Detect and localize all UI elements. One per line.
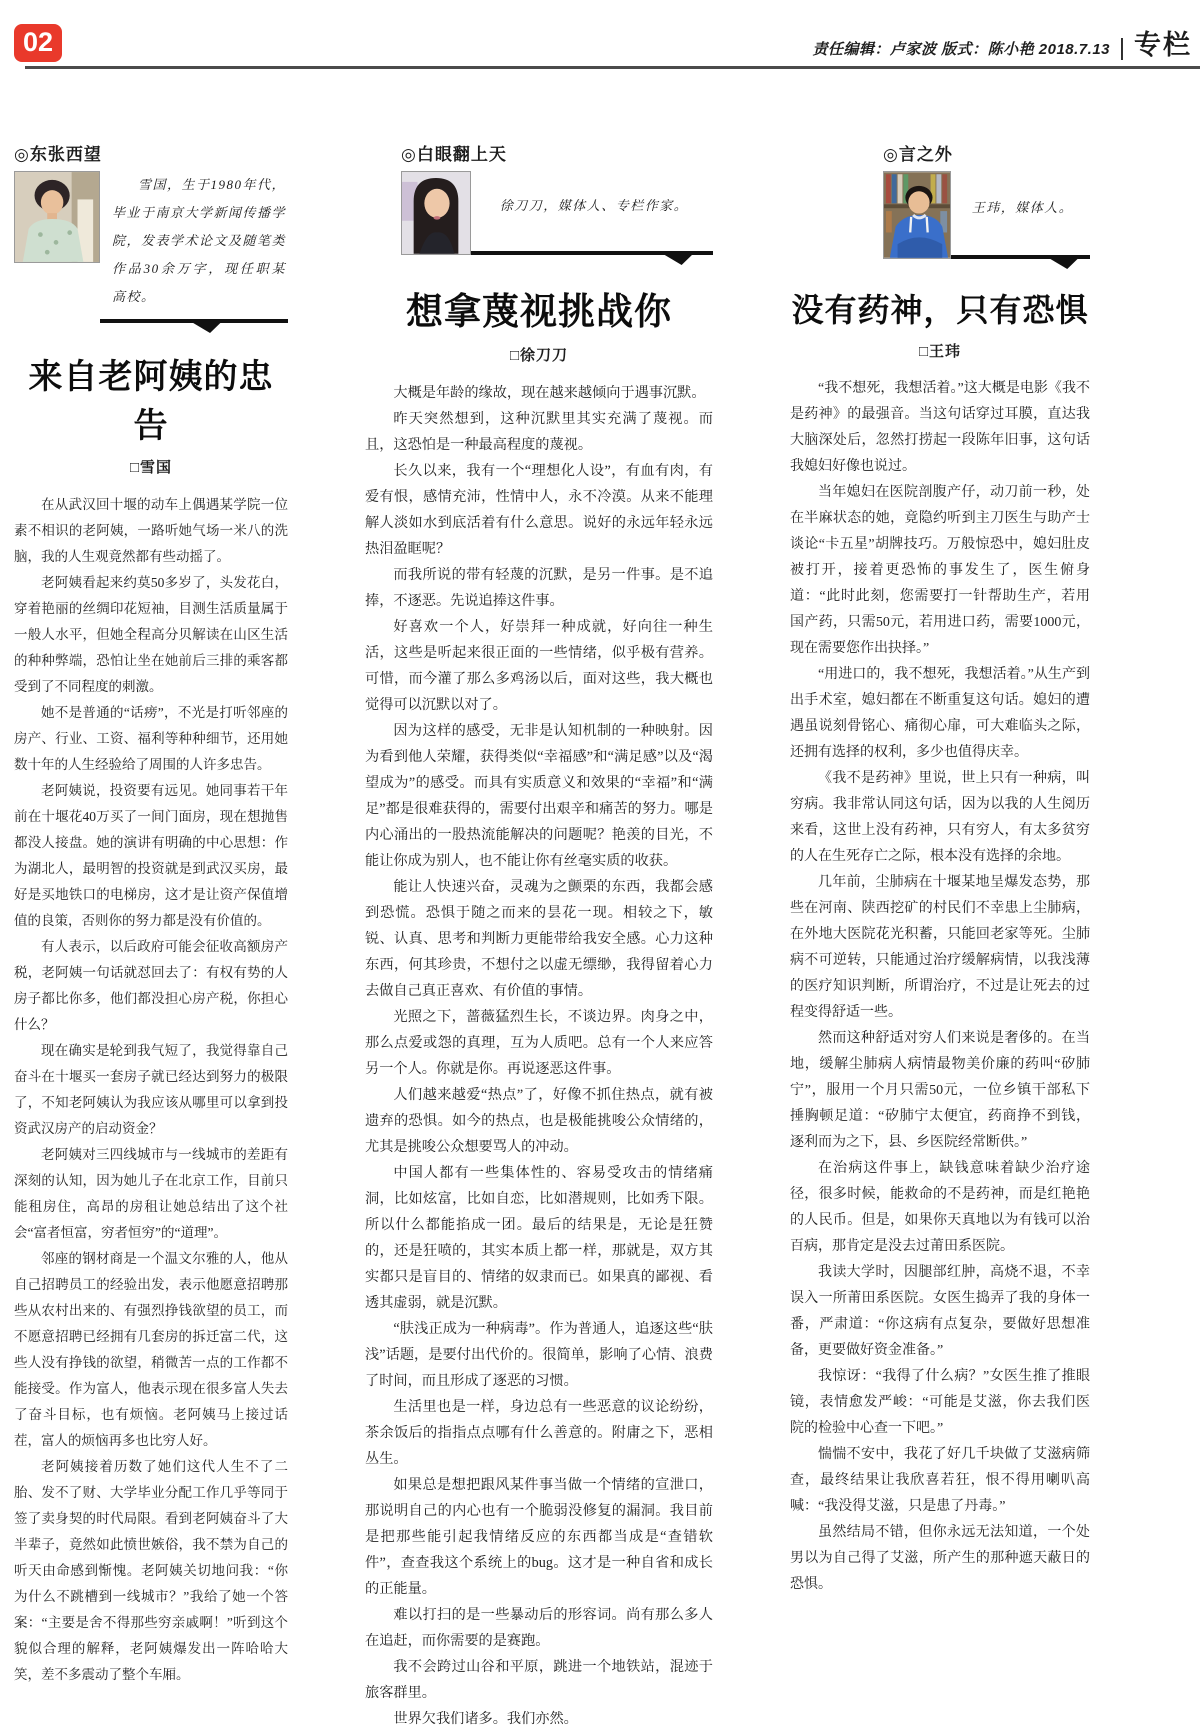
article-body xyxy=(790,376,1090,1598)
columns-container xyxy=(14,140,1090,1732)
body-paragraph: 好喜欢一个人，好崇拜一种成就，好向往一种生活，这些是听起来很正面的一些情绪，似乎极有营养。可惜，而今灌了那么多鸡汤以后，面对这些，我大概也觉得可以沉默以对了。 xyxy=(365,619,713,713)
article-author: □徐刀刀 xyxy=(509,347,569,364)
column-label: ◎言之外 xyxy=(883,145,953,164)
author-photo xyxy=(883,171,951,259)
author-bio: 王玮，媒体人。 xyxy=(971,200,1074,215)
body-paragraph: 老阿姨说，投资要有远见。她同事若干年前在十堰花40万买了一间门面房，现在想抛售都没人接盘。她的演讲有明确的中心思想：作为湖北人，最明智的投资就是到武汉买房，最好是买地铁口的电梯房，这才是让资产保值增值的良策，否则你的努力都是没有价值的。 xyxy=(14,783,288,928)
body-paragraph: 而我所说的带有轻蔑的沉默，是另一件事。是不追捧，不逐恶。先说追捧这件事。 xyxy=(365,567,713,609)
speech-bubble-tail xyxy=(658,251,696,265)
edition-info: 责任编辑：卢家波 版式：陈小艳 2018.7.13 xyxy=(812,41,1111,58)
article-body xyxy=(14,492,288,1688)
body-paragraph: 老阿姨接着历数了她们这代人生不了二胎、发不了财、大学毕业分配工作几乎等同于签了卖身契的时代局限。看到老阿姨奋斗了大半辈子，竟然如此愤世嫉俗，我不禁为自己的听天由命感到惭愧。老阿姨关切地问我：“你为什么不跳槽到一线城市？”我给了她一个答案：“主要是舍不得那些穷亲戚啊！”听到这个貌似合理的解释，老阿姨爆发出一阵哈哈大笑，差不多震动了整个车厢。 xyxy=(14,1459,288,1682)
body-paragraph: 我惊讶：“我得了什么病？”女医生推了推眼镜，表情愈发严峻：“可能是艾滋，你去我们医院的检验中心查一下吧。” xyxy=(790,1369,1090,1436)
author-intro xyxy=(883,171,1090,259)
speech-bubble xyxy=(471,171,713,255)
body-paragraph: 惴惴不安中，我花了好几千块做了艾滋病筛查，最终结果让我欣喜若狂，恨不得用喇叭高喊：“我没得艾滋，只是患了丹毒。” xyxy=(790,1447,1090,1514)
body-paragraph: 生活里也是一样，身边总有一些恶意的议论纷纷，茶余饭后的指指点点哪有什么善意的。附庸之下，恶相丛生。 xyxy=(365,1399,713,1467)
body-paragraph: 老阿姨对三四线城市与一线城市的差距有深刻的认知，因为她儿子在北京工作，目前只能租房住，高昂的房租让她总结出了这个社会“富者恒富，穷者恒穷”的“道理”。 xyxy=(14,1147,288,1240)
article-column-3 xyxy=(790,140,1090,1732)
portrait-graphic xyxy=(402,172,470,254)
column-header xyxy=(401,140,713,255)
header-rule xyxy=(25,66,1200,69)
body-paragraph: “肤浅正成为一种病毒”。作为普通人，追逐这些“肤浅”话题，是要付出代价的。很简单，影响了心情、浪费了时间，而且形成了逐恶的习惯。 xyxy=(365,1321,713,1389)
portrait-graphic xyxy=(884,172,950,258)
column-header xyxy=(883,140,1090,259)
author-bio: 徐刀刀，媒体人、专栏作家。 xyxy=(499,198,689,213)
header-meta xyxy=(812,23,1192,62)
author-bio: 雪国，生于1980年代，毕业于南京大学新闻传播学院，发表学术论文及随笔类作品30余万字，现任职某高校。 xyxy=(112,177,287,304)
article-column-2 xyxy=(365,140,713,1732)
article-body xyxy=(365,380,713,1732)
page-header xyxy=(0,0,1200,66)
body-paragraph: 大概是年龄的缘故，现在越来越倾向于遇事沉默。 xyxy=(393,385,706,401)
column-label: ◎东张西望 xyxy=(14,145,102,164)
speech-bubble-tail xyxy=(186,319,224,333)
body-paragraph: 几年前，尘肺病在十堰某地呈爆发态势，那些在河南、陕西挖矿的村民们不幸患上尘肺病，在外地大医院花光积蓄，只能回老家等死。尘肺病不可逆转，只能通过治疗缓解病情，以我浅薄的医疗知识判断，所谓治疗，不过是让死去的过程变得舒适一些。 xyxy=(790,875,1090,1020)
column-header xyxy=(14,140,288,323)
speech-bubble xyxy=(951,171,1090,259)
body-paragraph: 当年媳妇在医院剖腹产仔，动刀前一秒，处在半麻状态的她，竟隐约听到主刀医生与助产士谈论“卡五星”胡牌技巧。万般惊恐中，媳妇肚皮被打开，接着更恐怖的事发生了，医生俯身道：“此时此刻，您需要打一针帮助生产，若用国产药，只需50元，若用进口药，需要1000元，现在需要您作出抉择。” xyxy=(790,485,1090,656)
body-paragraph: “我不想死，我想活着。”这大概是电影《我不是药神》的最强音。当这句话穿过耳膜，直达我大脑深处后，忽然打捞起一段陈年旧事，这句话我媳妇好像也说过。 xyxy=(790,381,1090,474)
body-paragraph: 老阿姨看起来约莫50多岁了，头发花白，穿着艳丽的丝绸印花短袖，目测生活质量属于一般人水平，但她全程高分贝解读在山区生活的种种弊端，恐怕让坐在她前后三排的乘客都受到了不同程度的刺激。 xyxy=(14,575,288,694)
body-paragraph: 难以打扫的是一些暴动后的形容词。尚有那么多人在追赶，而你需要的是赛跑。 xyxy=(365,1607,713,1649)
author-photo xyxy=(401,171,471,255)
body-paragraph: 虽然结局不错，但你永远无法知道，一个处男以为自己得了艾滋，所产生的那种遮天蔽日的恐惧。 xyxy=(790,1525,1090,1592)
body-paragraph: 昨天突然想到，这种沉默里其实充满了蔑视。而且，这恐怕是一种最高程度的蔑视。 xyxy=(365,411,713,453)
author-photo xyxy=(14,171,100,263)
page-number-badge: 02 xyxy=(14,24,62,62)
body-paragraph: 因为这样的感受，无非是认知机制的一种映射。因为看到他人荣耀，获得类似“幸福感”和“满足感”以及“渴望成为”的感受。而具有实质意义和效果的“幸福”和“满足”都是很难获得的，需要付出艰辛和痛苦的努力。哪是内心涌出的一股热流能解决的问题呢？艳羡的目光，不能让你成为别人，也不能让你有丝毫实质的收获。 xyxy=(365,723,713,869)
body-paragraph: “用进口的，我不想死，我想活着。”从生产到出手术室，媳妇都在不断重复这句话。媳妇的遭遇虽说刻骨铭心、痛彻心扉，可大难临头之际，还拥有选择的权利，多少也值得庆幸。 xyxy=(790,667,1090,760)
header-divider: | xyxy=(1119,34,1125,60)
body-paragraph: 《我不是药神》里说，世上只有一种病，叫穷病。我非常认同这句话，因为以我的人生阅历来看，这世上没有药神，只有穷人，有太多贫穷的人在生死存亡之际，根本没有选择的余地。 xyxy=(790,771,1090,864)
body-paragraph: 世界欠我们诸多。我们亦然。 xyxy=(393,1711,578,1727)
section-title: 专栏 xyxy=(1134,30,1192,60)
article-author: □王玮 xyxy=(918,343,962,360)
body-paragraph: 我读大学时，因腿部红肿，高烧不退，不幸误入一所莆田系医院。女医生捣弄了我的身体一番，严肃道：“你这病有点复杂，要做好思想准备，更要做好资金准备。” xyxy=(790,1265,1090,1358)
body-paragraph: 长久以来，我有一个“理想化人设”，有血有肉，有爱有恨，感情充沛，性情中人，永不冷漠。从来不能理解人淡如水到底活着有什么意思。说好的永远年轻永远热泪盈眶呢？ xyxy=(365,463,713,557)
article-author: □雪国 xyxy=(129,459,173,476)
speech-bubble xyxy=(100,171,288,323)
column-label: ◎白眼翻上天 xyxy=(401,145,507,164)
body-paragraph: 我不会跨过山谷和平原，跳进一个地铁站，混迹于旅客群里。 xyxy=(365,1659,713,1701)
body-paragraph: 在从武汉回十堰的动车上偶遇某学院一位素不相识的老阿姨，一路听她气场一米八的洗脑，我的人生观竟然都有些动摇了。 xyxy=(14,497,288,564)
body-paragraph: 有人表示，以后政府可能会征收高额房产税，老阿姨一句话就怼回去了：有权有势的人房子都比你多，他们都没担心房产税，你担心什么？ xyxy=(14,939,288,1032)
body-paragraph: 然而这种舒适对穷人们来说是奢侈的。在当地，缓解尘肺病人病情最物美价廉的药叫“矽肺宁”，服用一个月只需50元，一位乡镇干部私下捶胸顿足道：“矽肺宁太便宜，药商挣不到钱，逐利而为之下，县、乡医院经常断供。” xyxy=(790,1031,1090,1150)
body-paragraph: 邻座的钢材商是一个温文尔雅的人，他从自己招聘员工的经验出发，表示他愿意招聘那些从农村出来的、有强烈挣钱欲望的员工，而不愿意招聘已经拥有几套房的拆迁富二代，这些人没有挣钱的欲望，稍微苦一点的工作都不能接受。作为富人，他表示现在很多富人失去了奋斗目标，也有烦恼。老阿姨马上接过话茬，富人的烦恼再多也比穷人好。 xyxy=(14,1251,288,1448)
body-paragraph: 在治病这件事上，缺钱意味着缺少治疗途径，很多时候，能救命的不是药神，而是红艳艳的人民币。但是，如果你天真地以为有钱可以治百病，那肯定是没去过莆田系医院。 xyxy=(790,1161,1090,1254)
article-title: 没有药神，只有恐惧 xyxy=(791,292,1089,328)
body-paragraph: 人们越来越爱“热点”了，好像不抓住热点，就有被遗弃的恐惧。如今的热点，也是极能挑唆公众情绪的，尤其是挑唆公众想要骂人的冲动。 xyxy=(365,1087,713,1155)
body-paragraph: 能让人快速兴奋，灵魂为之颤栗的东西，我都会感到恐慌。恐惧于随之而来的昙花一现。相较之下，敏锐、认真、思考和判断力更能带给我安全感。心力这种东西，何其珍贵，不想付之以虚无缥缈，我得留着心力去做自己真正喜欢、有价值的事情。 xyxy=(365,879,713,999)
body-paragraph: 现在确实是轮到我气短了，我觉得靠自己奋斗在十堰买一套房子就已经达到努力的极限了，不知老阿姨认为我应该从哪里可以拿到投资武汉房产的启动资金？ xyxy=(14,1043,288,1136)
article-column-1 xyxy=(14,140,288,1732)
body-paragraph: 如果总是想把跟风某件事当做一个情绪的宣泄口，那说明自己的内心也有一个脆弱没修复的漏洞。我目前是把那些能引起我情绪反应的东西都当成是“查错软件”，查查我这个系统上的bug。这才是一种自省和成长的正能量。 xyxy=(365,1477,713,1597)
body-paragraph: 中国人都有一些集体性的、容易受攻击的情绪痛洞，比如炫富，比如自恋，比如潜规则，比如秀下限。所以什么都能掐成一团。最后的结果是，无论是狂赞的，还是狂喷的，其实本质上都一样，那就是，双方其实都只是盲目的、情绪的奴隶而已。如果真的鄙视、看透其虚弱，就是沉默。 xyxy=(365,1165,713,1311)
author-intro xyxy=(401,171,713,255)
article-title: 来自老阿姨的忠告 xyxy=(28,358,274,445)
portrait-graphic xyxy=(15,172,99,262)
body-paragraph: 她不是普通的“话痨”，不光是打听邻座的房产、行业、工资、福利等种种细节，还用她数十年的人生经验给了周围的人许多忠告。 xyxy=(14,705,288,772)
speech-bubble-tail xyxy=(1044,255,1082,269)
author-intro xyxy=(14,171,288,323)
article-title: 想拿蔑视挑战你 xyxy=(406,291,672,332)
body-paragraph: 光照之下，蔷薇猛烈生长，不谈边界。肉身之中，那么点爱或怨的真理，互为人质吧。总有一个人来应答另一个人。你就是你。再说逐恶这件事。 xyxy=(365,1009,713,1077)
